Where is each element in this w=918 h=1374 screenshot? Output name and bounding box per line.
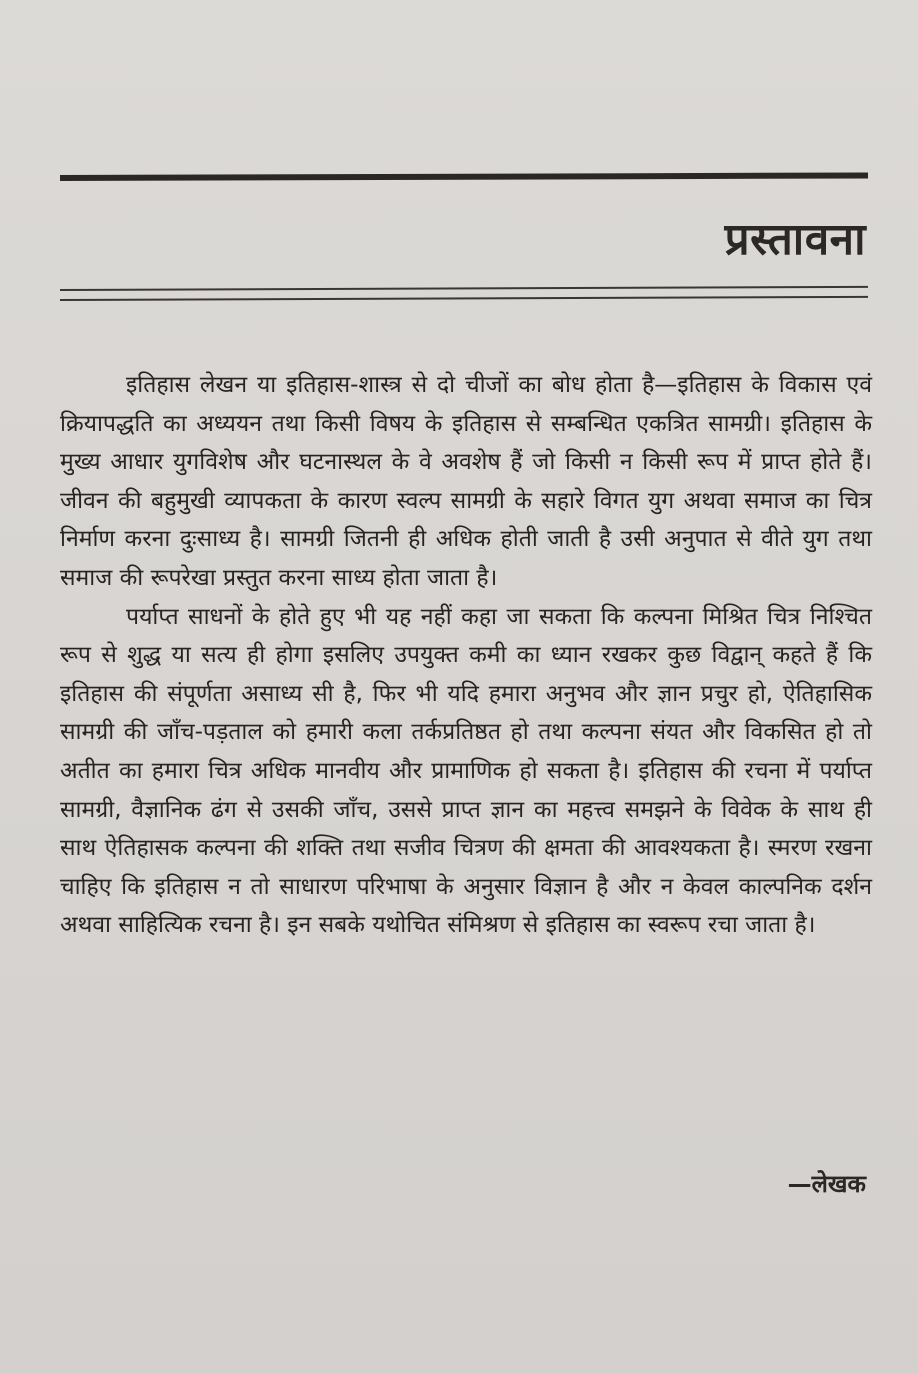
header-thick-rule	[60, 172, 868, 181]
page-title: प्रस्तावना	[724, 214, 866, 265]
paragraph-1: इतिहास लेखन या इतिहास-शास्त्र से दो चीजों का बोध होता है—इतिहास के विकास एवं क्रियापद्धति का अध्ययन तथा किसी विषय के इतिहास से सम्बन्धित एकत्रित सामग्री। इतिहास के मुख्य आधार युगविशेष और घटनास्थल के वे अवशेष हैं जो किसी न किसी रूप में प्राप्त होते हैं। जीवन की बहुमुखी व्यापकता के कारण स्वल्प सामग्री के सहारे विगत युग अथवा समाज का चित्र निर्माण करना दुःसाध्य है। सामग्री जितनी ही अधिक होती जाती है उसी अनुपात से वीते युग तथा समाज की रूपरेखा प्रस्तुत करना साध्य होता जाता है।	[60, 372, 872, 591]
header-double-rule-lower	[60, 296, 868, 301]
header-double-rule-upper	[60, 286, 868, 291]
paragraph-2: पर्याप्त साधनों के होते हुए भी यह नहीं कहा जा सकता कि कल्पना मिश्रित चित्र निश्चित रूप से शुद्ध या सत्य ही होगा इसलिए उपयुक्त कमी का ध्यान रखकर कुछ विद्वान् कहते हैं कि इतिहास की संपूर्णता असाध्य सी है, फिर भी यदि हमारा अनुभव और ज्ञान प्रचुर हो, ऐतिहासिक सामग्री की जाँच-पड़ताल को हमारी कला तर्कप्रतिष्ठत हो तथा कल्पना संयत और विकसित हो तो अतीत का हमारा चित्र अधिक मानवीय और प्रामाणिक हो सकता है। इतिहास की रचना में पर्याप्त सामग्री, वैज्ञानिक ढंग से उसकी जाँच, उससे प्राप्त ज्ञान का महत्त्व समझने के विवेक के साथ ही साथ ऐतिहासक कल्पना की शक्ति तथा सजीव चित्रण की क्षमता की आवश्यकता है। स्मरण रखना चाहिए कि इतिहास न तो साधारण परिभाषा के अनुसार विज्ञान है और न केवल काल्पनिक दर्शन अथवा साहित्यिक रचना है। इन सबके यथोचित संमिश्रण से इतिहास का स्वरूप रचा जाता है।	[60, 603, 872, 939]
preface-body	[60, 366, 872, 945]
author-signature: —लेखक	[787, 1170, 866, 1198]
